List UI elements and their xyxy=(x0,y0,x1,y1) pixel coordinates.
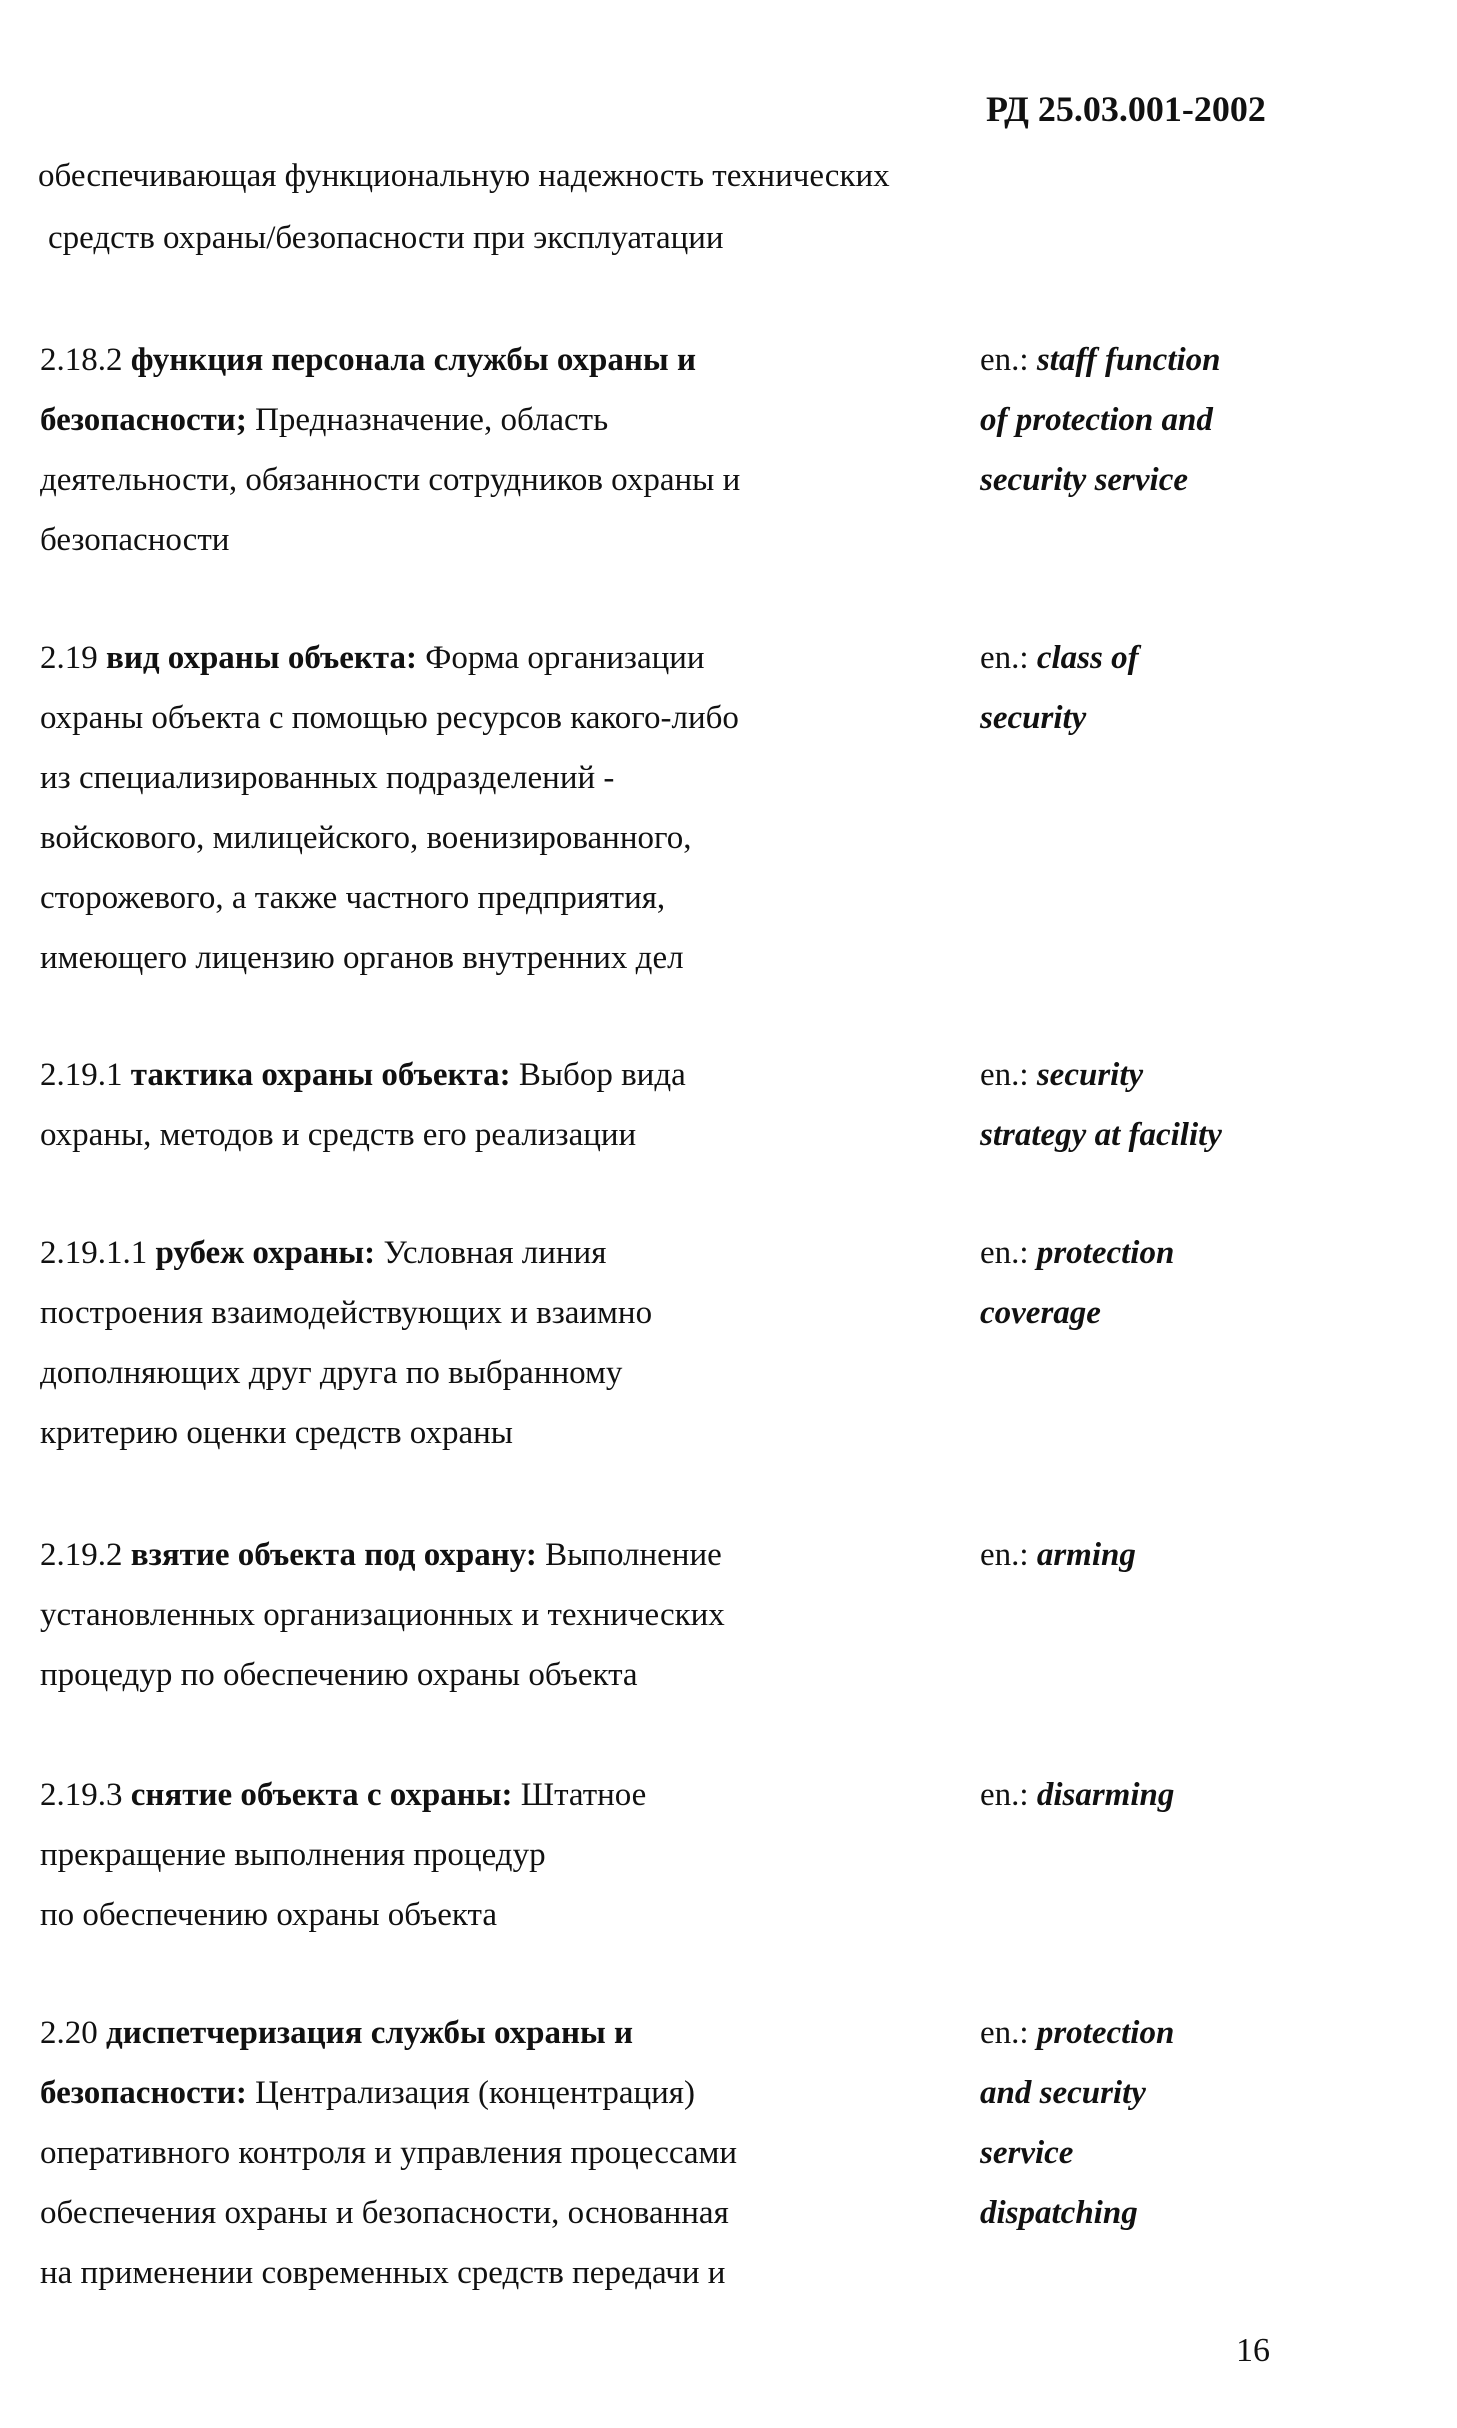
definition-line xyxy=(40,1885,960,1945)
definition-line xyxy=(40,390,960,450)
definition-text: из специализированных подразделений - xyxy=(40,760,615,796)
english-prefix: en.: xyxy=(980,1057,1037,1093)
english-prefix: en.: xyxy=(980,342,1037,378)
english-term: security service xyxy=(980,462,1189,498)
term-name-continued: безопасности; xyxy=(40,402,247,438)
english-term: coverage xyxy=(980,1295,1101,1331)
english-line xyxy=(980,2063,1400,2123)
definition-line xyxy=(40,2183,960,2243)
term-name: снятие объекта с охраны: xyxy=(130,1777,513,1813)
term-number: 2.18.2 xyxy=(40,342,123,378)
english-line xyxy=(980,2003,1400,2063)
term-number: 2.20 xyxy=(40,2015,98,2051)
english-prefix: en.: xyxy=(980,1777,1037,1813)
english-line xyxy=(980,2123,1400,2183)
english-line xyxy=(980,688,1400,748)
english-term: service xyxy=(980,2135,1074,2171)
russian-definition xyxy=(40,330,960,570)
definition-line xyxy=(40,688,960,748)
english-line xyxy=(980,1765,1400,1825)
intro-line-1: обеспечивающая функциональную надежность технических xyxy=(38,158,890,194)
english-term: disarming xyxy=(1036,1777,1175,1813)
english-term: security xyxy=(980,700,1087,736)
term-name: диспетчеризация службы охраны и xyxy=(106,2015,634,2051)
english-equivalent xyxy=(980,1045,1400,1165)
definition-line xyxy=(40,2243,960,2303)
definition-line xyxy=(40,1825,960,1885)
english-line xyxy=(980,450,1400,510)
definition-text: Штатное xyxy=(512,1777,647,1813)
term-name: вид охраны объекта: xyxy=(106,640,418,676)
english-equivalent xyxy=(980,1765,1400,1825)
definition-line xyxy=(40,1765,960,1825)
english-line xyxy=(980,1105,1400,1165)
definition-text: оперативного контроля и управления процессами xyxy=(40,2135,738,2171)
english-term: arming xyxy=(1036,1537,1136,1573)
page-number: 16 xyxy=(1236,2332,1270,2369)
english-equivalent xyxy=(980,2003,1400,2243)
russian-definition xyxy=(40,2003,960,2303)
definition-text: дополняющих друг друга по выбранному xyxy=(40,1355,623,1391)
definition-text: Выбор вида xyxy=(510,1057,686,1093)
definition-text: безопасности xyxy=(40,522,230,558)
definition-text: установленных организационных и технических xyxy=(40,1597,725,1633)
term-number: 2.19 xyxy=(40,640,98,676)
definition-text: охраны объекта с помощью ресурсов какого-либо xyxy=(40,700,739,736)
definition-text: прекращение выполнения процедур xyxy=(40,1837,546,1873)
definition-line xyxy=(40,808,960,868)
term-number: 2.19.1 xyxy=(40,1057,123,1093)
english-prefix: en.: xyxy=(980,640,1037,676)
definition-line xyxy=(40,1403,960,1463)
english-equivalent xyxy=(980,1223,1400,1343)
definition-line xyxy=(40,1585,960,1645)
term-name: функция персонала службы охраны и xyxy=(130,342,696,378)
term-number: 2.19.1.1 xyxy=(40,1235,148,1271)
definition-text: Централизация (концентрация) xyxy=(246,2075,695,2111)
definition-line xyxy=(40,2123,960,2183)
english-line xyxy=(980,1223,1400,1283)
english-term: and security xyxy=(980,2075,1146,2111)
definition-line xyxy=(40,1045,960,1105)
definition-text: по обеспечению охраны объекта xyxy=(40,1897,497,1933)
term-name: рубеж охраны: xyxy=(155,1235,376,1271)
english-line xyxy=(980,390,1400,450)
definition-line xyxy=(40,1343,960,1403)
definition-line xyxy=(40,2063,960,2123)
english-equivalent xyxy=(980,330,1400,510)
definition-line xyxy=(40,1525,960,1585)
english-equivalent xyxy=(980,1525,1400,1585)
russian-definition xyxy=(40,628,960,988)
definition-line xyxy=(40,1645,960,1705)
definition-text: Выполнение xyxy=(536,1537,722,1573)
english-equivalent xyxy=(980,628,1400,748)
definition-line xyxy=(40,330,960,390)
english-line xyxy=(980,1283,1400,1343)
definition-line xyxy=(40,450,960,510)
english-prefix: en.: xyxy=(980,1537,1037,1573)
english-prefix: en.: xyxy=(980,1235,1037,1271)
definition-text: критерию оценки средств охраны xyxy=(40,1415,513,1451)
russian-definition xyxy=(40,1525,960,1705)
definition-line xyxy=(40,1223,960,1283)
definition-text: сторожевого, а также частного предприятия, xyxy=(40,880,666,916)
english-line xyxy=(980,2183,1400,2243)
english-term: class of xyxy=(1036,640,1139,676)
russian-definition xyxy=(40,1223,960,1463)
english-term: strategy at facility xyxy=(980,1117,1222,1153)
russian-definition xyxy=(40,1045,960,1165)
definition-text: Форма организации xyxy=(417,640,705,676)
english-line xyxy=(980,628,1400,688)
definition-text: на применении современных средств передачи и xyxy=(40,2255,726,2291)
english-term: staff function xyxy=(1036,342,1221,378)
definition-text: войскового, милицейского, военизированного, xyxy=(40,820,692,856)
russian-definition xyxy=(40,1765,960,1945)
term-number: 2.19.2 xyxy=(40,1537,123,1573)
english-prefix: en.: xyxy=(980,2015,1037,2051)
definition-line xyxy=(40,628,960,688)
definition-line xyxy=(40,510,960,570)
definition-line xyxy=(40,748,960,808)
english-term: security xyxy=(1036,1057,1144,1093)
intro-line-2: средств охраны/безопасности при эксплуатации xyxy=(48,220,724,256)
definition-line xyxy=(40,928,960,988)
english-term: of protection and xyxy=(980,402,1213,438)
document-code: РД 25.03.001-2002 xyxy=(986,89,1266,129)
english-line xyxy=(980,330,1400,390)
definition-text: обеспечения охраны и безопасности, основанная xyxy=(40,2195,729,2231)
english-line xyxy=(980,1525,1400,1585)
english-line xyxy=(980,1045,1400,1105)
definition-text: Предназначение, область xyxy=(246,402,609,438)
definition-text: построения взаимодействующих и взаимно xyxy=(40,1295,653,1331)
english-term: protection xyxy=(1036,1235,1175,1271)
definition-line xyxy=(40,868,960,928)
definition-text: охраны, методов и средств его реализации xyxy=(40,1117,637,1153)
definition-line xyxy=(40,2003,960,2063)
term-number: 2.19.3 xyxy=(40,1777,123,1813)
definition-text: деятельности, обязанности сотрудников охраны и xyxy=(40,462,741,498)
term-name: взятие объекта под охрану: xyxy=(130,1537,537,1573)
definition-line xyxy=(40,1105,960,1165)
english-term: protection xyxy=(1036,2015,1175,2051)
definition-line xyxy=(40,1283,960,1343)
english-term: dispatching xyxy=(980,2195,1138,2231)
definition-text: имеющего лицензию органов внутренних дел xyxy=(40,940,684,976)
term-name: тактика охраны объекта: xyxy=(130,1057,511,1093)
term-name-continued: безопасности: xyxy=(40,2075,247,2111)
definition-text: процедур по обеспечению охраны объекта xyxy=(40,1657,638,1693)
definition-text: Условная линия xyxy=(375,1235,607,1271)
